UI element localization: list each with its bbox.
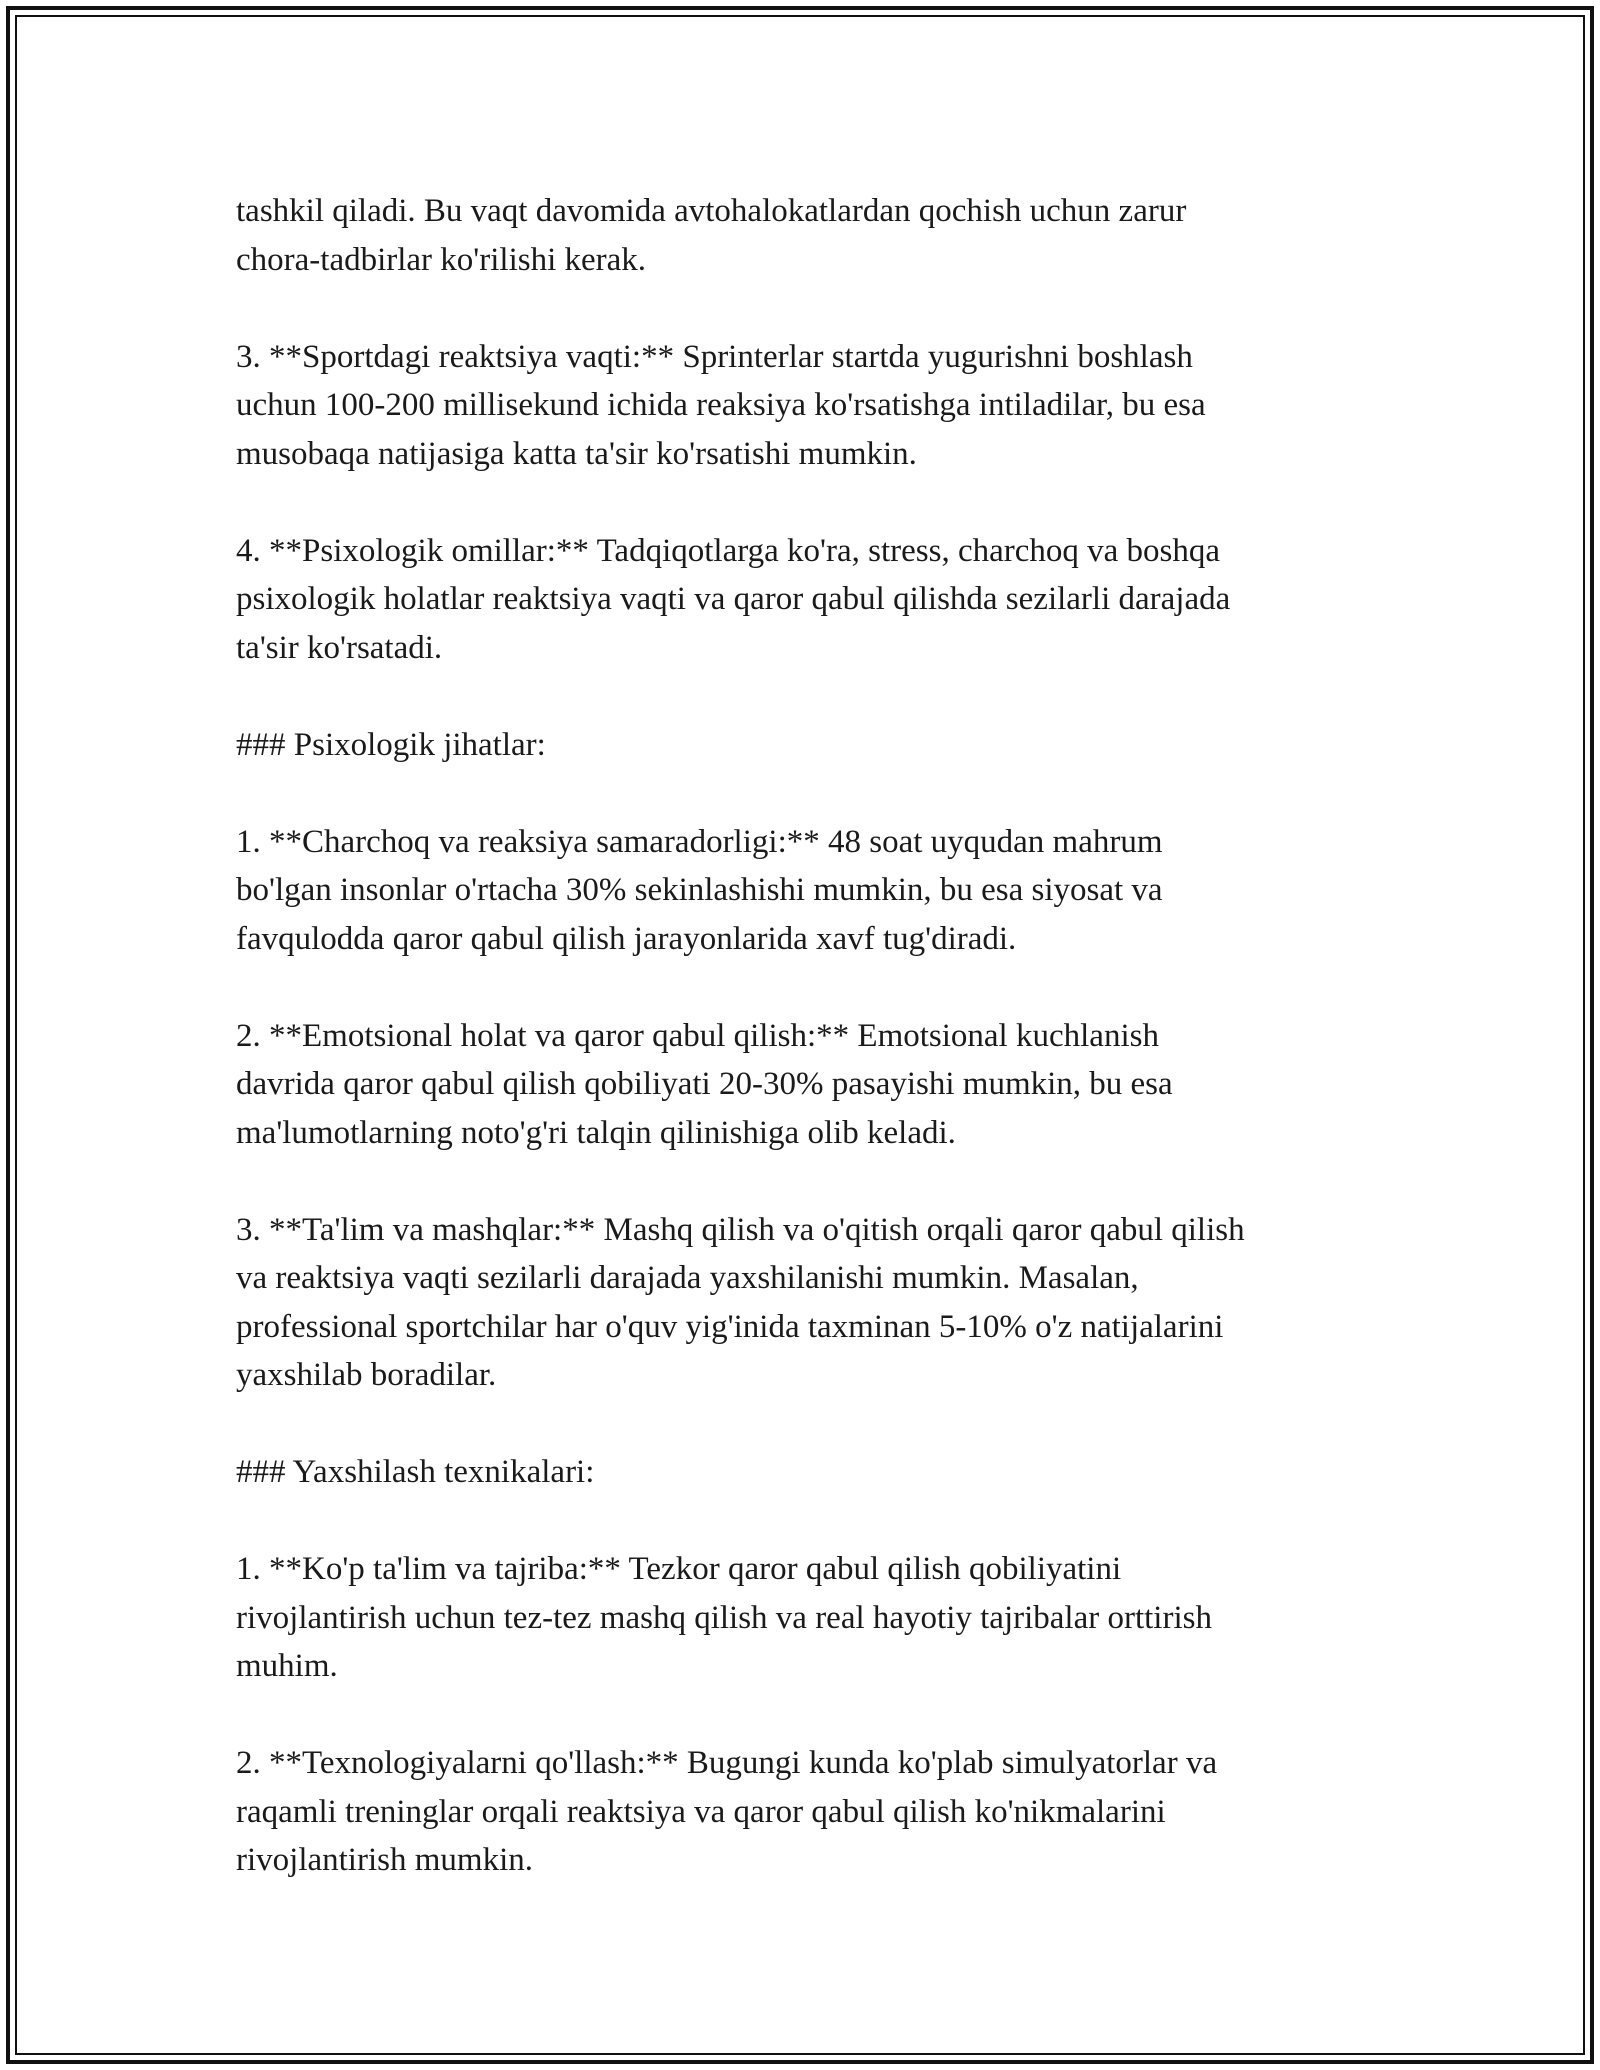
section-heading-improvement-techniques: ### Yaxshilash texnikalari: bbox=[236, 1454, 595, 1490]
list-item-training: 3. **Ta'lim va mashqlar:** Mashq qilish va o'qitish orqali qaror qabul qilish va reaktsiya vaqti sezilarli darajada yaxshilanishi mumkin. Masalan, professional sportchilar har o'quv yig'inida taxminan 5-10% o'z natijalarini yaxshilab boradilar. bbox=[236, 1211, 1245, 1393]
list-item-fatigue: 1. **Charchoq va reaksiya samaradorligi:** 48 soat uyqudan mahrum bo'lgan insonlar o'rtacha 30% sekinlashishi mumkin, bu esa siyosat va favqulodda qaror qabul qilish jarayonlarida xavf tug'diradi. bbox=[236, 823, 1163, 957]
list-item-psychological-factors: 4. **Psixologik omillar:** Tadqiqotlarga ko'ra, stress, charchoq va boshqa psixologik holatlar reaktsiya vaqti va qaror qabul qilishda sezilarli darajada ta'sir ko'rsatadi. bbox=[236, 532, 1231, 666]
document-body bbox=[236, 187, 1416, 1933]
list-item-emotional-state: 2. **Emotsional holat va qaror qabul qilish:** Emotsional kuchlanish davrida qaror qabul qilish qobiliyati 20-30% pasayishi mumkin, bu esa ma'lumotlarning noto'g'ri talqin qilinishiga olib keladi. bbox=[236, 1017, 1173, 1151]
list-item-experience: 1. **Ko'p ta'lim va tajriba:** Tezkor qaror qabul qilish qobiliyatini rivojlantirish uchun tez-tez mashq qilish va real hayotiy tajribalar orttirish muhim. bbox=[236, 1551, 1212, 1684]
paragraph-continuation: tashkil qiladi. Bu vaqt davomida avtohalokatlardan qochish uchun zarur chora-tadbirlar ko'rilishi kerak. bbox=[236, 193, 1187, 278]
list-item-sport-reaction-time: 3. **Sportdagi reaktsiya vaqti:** Sprinterlar startda yugurishni boshlash uchun 100-200 millisekund ichida reaksiya ko'rsatishga intiladilar, bu esa musobaqa natijasiga katta ta'sir ko'rsatishi mumkin. bbox=[236, 338, 1206, 472]
list-item-technology: 2. **Texnologiyalarni qo'llash:** Bugungi kunda ko'plab simulyatorlar va raqamli treninglar orqali reaktsiya va qaror qabul qilish ko'nikmalarini rivojlantirish mumkin. bbox=[236, 1745, 1218, 1878]
section-heading-psychological-aspects: ### Psixologik jihatlar: bbox=[236, 726, 546, 763]
